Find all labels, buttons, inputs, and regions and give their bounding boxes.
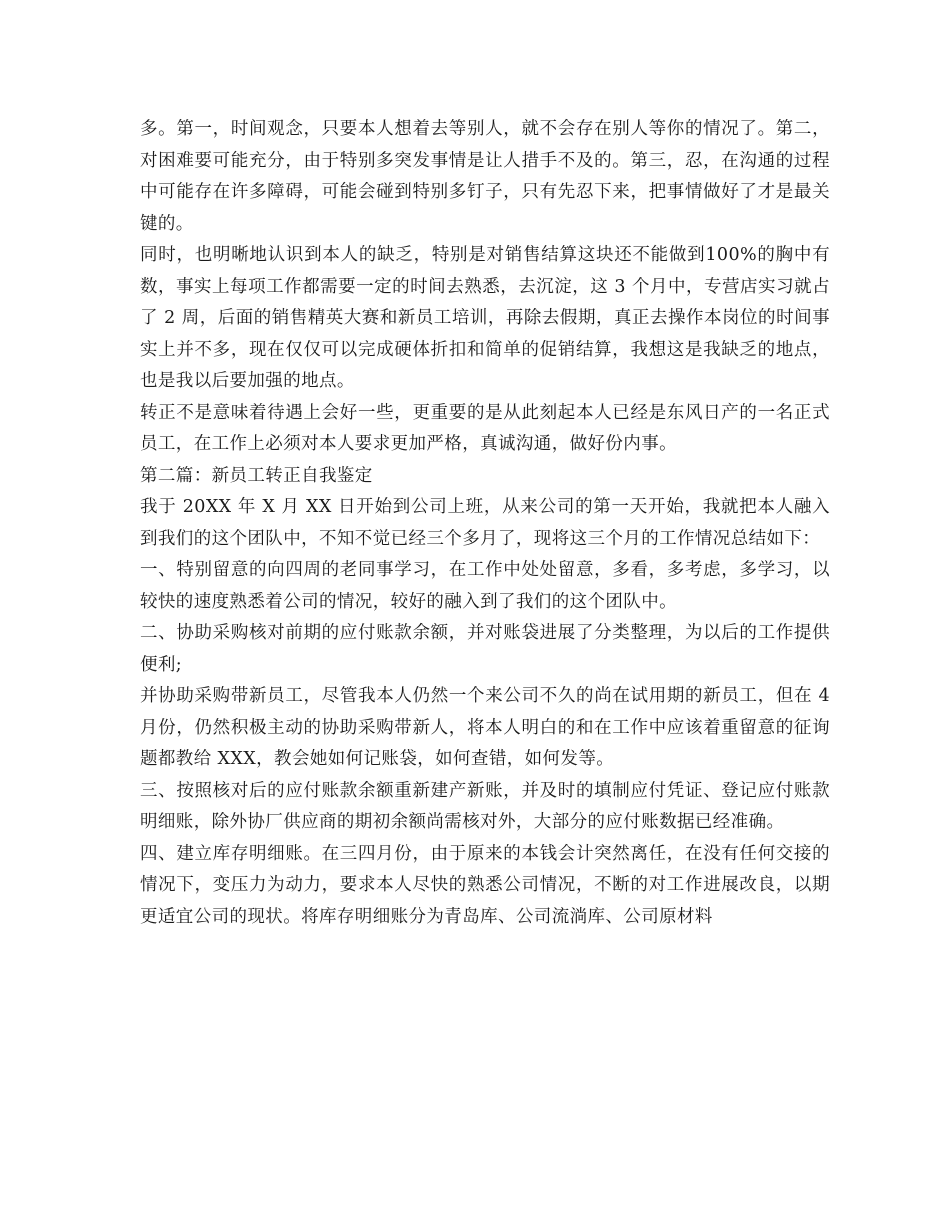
list-item-3: 三、按照核对后的应付账款余额重新建产新账，并及时的填制应付凭证、登记应付账款明细账，除外协厂供应商的期初余额尚需核对外，大部分的应付账数据已经准确。 bbox=[140, 780, 830, 832]
list-item-2: 二、协助采购核对前期的应付账款余额，并对账袋进展了分类整理，为以后的工作提供便利; bbox=[140, 623, 830, 675]
paragraph-1: 多。第一，时间观念，只要本人想着去等别人，就不会存在别人等你的情况了。第二，对困难要可能充分，由于特别多突发事情是让人措手不及的。第三，忍，在沟通的过程中可能存在许多障碍，可能会碰到特别多钉子，只有先忍下来，把事情做好了才是最关键的。 bbox=[140, 119, 830, 234]
list-item-1: 一、特别留意的向四周的老同事学习，在工作中处处留意，多看，多考虑，多学习，以较快的速度熟悉着公司的情况，较好的融入到了我们的这个团队中。 bbox=[140, 560, 830, 612]
list-item-4: 四、建立库存明细账。在三四月份，由于原来的本钱会计突然离任，在没有任何交接的情况下，变压力为动力，要求本人尽快的熟悉公司情况，不断的对工作进展改良，以期更适宜公司的现状。将库存明细账分为青岛库、公司流淌库、公司原材料 bbox=[140, 843, 830, 927]
paragraph-4: 我于 20XX 年 X 月 XX 日开始到公司上班，从来公司的第一天开始，我就把本人融入到我们的这个团队中，不知不觉已经三个多月了，现将这三个月的工作情况总结如下： bbox=[140, 497, 830, 549]
paragraph-3: 转正不是意味着待遇上会好一些，更重要的是从此刻起本人已经是东风日产的一名正式员工，在工作上必须对本人要求更加严格，真诚沟通，做好份内事。 bbox=[140, 402, 830, 454]
section-heading: 第二篇：新员工转正自我鉴定 bbox=[140, 465, 373, 486]
document-body bbox=[140, 114, 830, 933]
paragraph-2: 同时，也明晰地认识到本人的缺乏，特别是对销售结算这块还不能做到100%的胸中有数，事实上每项工作都需要一定的时间去熟悉，去沉淀，这 3 个月中，专营店实习就占了 2 周，后面的销售精英大赛和新员工培训，再除去假期，真正去操作本岗位的时间事实上并不多，现在仅仅可以完成硬体折扣和简单的促销结算，我想这是我缺乏的地点，也是我以后要加强的地点。 bbox=[140, 245, 830, 391]
paragraph-5: 并协助采购带新员工，尽管我本人仍然一个来公司不久的尚在试用期的新员工，但在 4 月份，仍然积极主动的协助采购带新人，将本人明白的和在工作中应该着重留意的征询题都教给 XXX，教会她如何记账袋，如何查错，如何发等。 bbox=[140, 686, 830, 769]
